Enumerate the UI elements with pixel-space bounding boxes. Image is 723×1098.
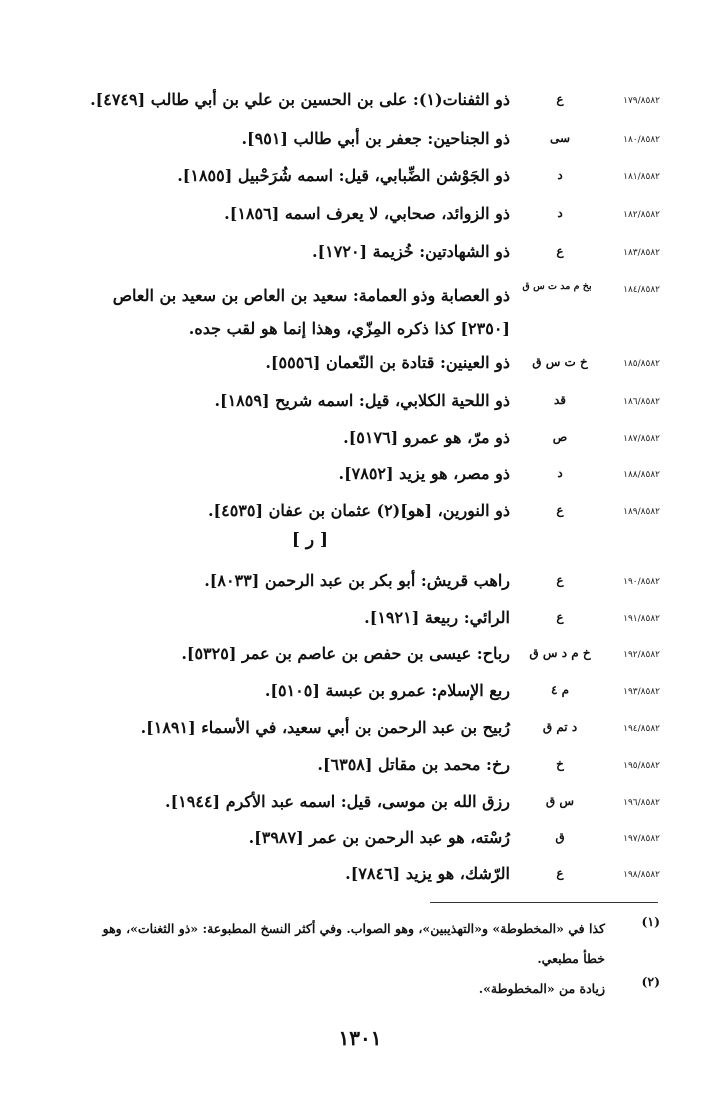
footnote-text: زيادة من «المخطوطة».	[478, 981, 605, 996]
footnote-1	[95, 914, 660, 974]
entry-number: ١٨١/٨٥٨٢	[623, 172, 660, 182]
entry-196	[95, 794, 660, 828]
entry-code: ع	[556, 866, 564, 880]
entry-number: ١٩٨/٨٥٨٢	[623, 870, 660, 880]
entry-code: سى	[549, 131, 571, 145]
entry-text: راهب قريش: أبو بكر بن عبد الرحمن [٨٠٣٣].	[204, 571, 510, 590]
entry-text: ذو العصابة وذو العمامة: سعيد بن العاص بن سعيد بن العاص [٢٣٥٠] كذا ذكره المِزّي، وهذا إنما هو لقب جده.	[112, 286, 510, 338]
page-number: ١٣٠١	[338, 1026, 382, 1050]
entry-text: رُسْته، هو عبد الرحمن بن عمر [٣٩٨٧].	[248, 828, 510, 847]
entry-number: ١٩٥/٨٥٨٢	[623, 761, 660, 771]
footnote-2	[95, 974, 660, 1004]
entry-text: رخ: محمد بن مقاتل [٦٣٥٨].	[317, 755, 510, 774]
entry-text: ذو الجناحين: جعفر بن أبي طالب [٩٥١].	[241, 129, 510, 148]
entry-text: ذو الجَوْشن الضِّبابي، قيل: اسمه شُرَحْبيل [١٨٥٥].	[177, 166, 510, 185]
entry-code: د تم ق	[542, 720, 578, 734]
entry-number: ١٩٠/٨٥٨٢	[623, 577, 660, 587]
entry-182	[95, 206, 660, 240]
entry-code: ص	[552, 430, 568, 444]
entry-number: ١٩١/٨٥٨٢	[623, 614, 660, 624]
entry-code: بخ م مد ت س ق	[522, 281, 592, 292]
entry-195	[95, 757, 660, 791]
entry-code: ع	[556, 92, 564, 106]
entry-number: ١٨٨/٨٥٨٢	[623, 470, 660, 480]
entry-code: خ	[556, 757, 564, 771]
footnote-number: (١)	[641, 914, 660, 929]
entry-number: ١٨٩/٨٥٨٢	[623, 507, 660, 517]
entry-number: ١٨٢/٨٥٨٢	[623, 210, 660, 220]
entry-number: ١٨٧/٨٥٨٢	[623, 434, 660, 444]
entry-number: ١٧٩/٨٥٨٢	[623, 96, 660, 106]
entry-number: ١٨٣/٨٥٨٢	[623, 248, 660, 258]
entry-187	[95, 430, 660, 464]
entry-text: ذو مرّ، هو عمرو [٥١٧٦].	[343, 428, 510, 447]
entry-code: خ ت س ق	[532, 355, 588, 369]
entry-number: ١٩٣/٨٥٨٢	[623, 687, 660, 697]
entry-text: الرائي: ربيعة [١٩٢١].	[364, 608, 510, 627]
entry-code: د	[557, 168, 563, 182]
entry-191	[95, 610, 660, 644]
entry-189	[95, 503, 660, 537]
entry-179	[90, 90, 660, 126]
entry-code: د	[557, 466, 563, 480]
footnote-number: (٢)	[641, 974, 660, 989]
entry-180	[95, 131, 660, 165]
entry-text: ذو العينين: قتادة بن النّعمان [٥٥٥٦].	[265, 353, 510, 372]
entry-text: الرّشك، هو يزيد [٧٨٤٦].	[345, 864, 510, 883]
entry-number: ١٩٦/٨٥٨٢	[623, 798, 660, 808]
entry-183	[95, 244, 660, 278]
entry-181	[95, 168, 660, 202]
entry-text: ذو الثفنات(١): على بن الحسين بن علي بن أبي طالب [٤٧٤٩].	[90, 90, 510, 109]
footnote-divider	[430, 902, 658, 903]
entry-184	[95, 281, 660, 347]
entry-code: ع	[556, 244, 564, 258]
entry-197	[95, 830, 660, 864]
entry-number: ١٨٥/٨٥٨٢	[623, 359, 660, 369]
entry-code: ق	[555, 830, 565, 844]
entry-number: ١٩٤/٨٥٨٢	[623, 724, 660, 734]
entry-text: ربع الإسلام: عمرو بن عبسة [٥١٠٥].	[264, 681, 510, 700]
entry-text: ذو اللحية الكلابي، قيل: اسمه شريح [١٨٥٩].	[214, 391, 510, 410]
entry-code: م ٤	[550, 683, 570, 697]
footnote-text: كذا في «المخطوطة» و«التهذيبين»، وهو الصواب. وفي أكثر النسخ المطبوعة: «ذو الثغنات»، وهو خطأ مطبعي.	[102, 921, 605, 966]
entry-186	[95, 393, 660, 427]
entry-code: ع	[556, 503, 564, 517]
entry-code: د	[557, 206, 563, 220]
entry-code: ع	[556, 573, 564, 587]
entry-text: ذو النورين، [هو](٢) عثمان بن عفان [٤٥٣٥].	[207, 501, 510, 520]
entry-number: ١٨٤/٨٥٨٢	[623, 285, 660, 295]
entry-text: رزق الله بن موسى، قيل: اسمه عبد الأكرم [١٩٤٤].	[165, 792, 510, 811]
entry-number: ١٩٧/٨٥٨٢	[623, 834, 660, 844]
entry-code: س ق	[545, 794, 575, 808]
entry-194	[95, 720, 660, 754]
section-header: [ ر ]	[291, 530, 329, 550]
entry-193	[95, 683, 660, 717]
entry-text: رُبيح بن عبد الرحمن بن أبي سعيد، في الأسماء [١٨٩١].	[140, 718, 510, 737]
entry-number: ١٨٦/٨٥٨٢	[623, 397, 660, 407]
entry-text: ذو الزوائد، صحابي، لا يعرف اسمه [١٨٥٦].	[224, 204, 510, 223]
entry-number: ١٩٢/٨٥٨٢	[623, 650, 660, 660]
entry-text: رباح: عيسى بن حفص بن عاصم بن عمر [٥٣٢٥].	[181, 644, 510, 663]
entry-text: ذو مصر، هو يزيد [٧٨٥٢].	[338, 464, 510, 483]
entry-code: قد	[553, 393, 567, 407]
entry-185	[95, 355, 660, 389]
entry-188	[95, 466, 660, 500]
entry-190	[95, 573, 660, 607]
entry-number: ١٨٠/٨٥٨٢	[623, 135, 660, 145]
entry-198	[95, 866, 660, 900]
entry-192	[95, 646, 660, 680]
entry-text: ذو الشهادتين: خُزيمة [١٧٢٠].	[312, 242, 510, 261]
entry-code: ع	[556, 610, 564, 624]
entry-code: خ م د س ق	[529, 646, 591, 660]
